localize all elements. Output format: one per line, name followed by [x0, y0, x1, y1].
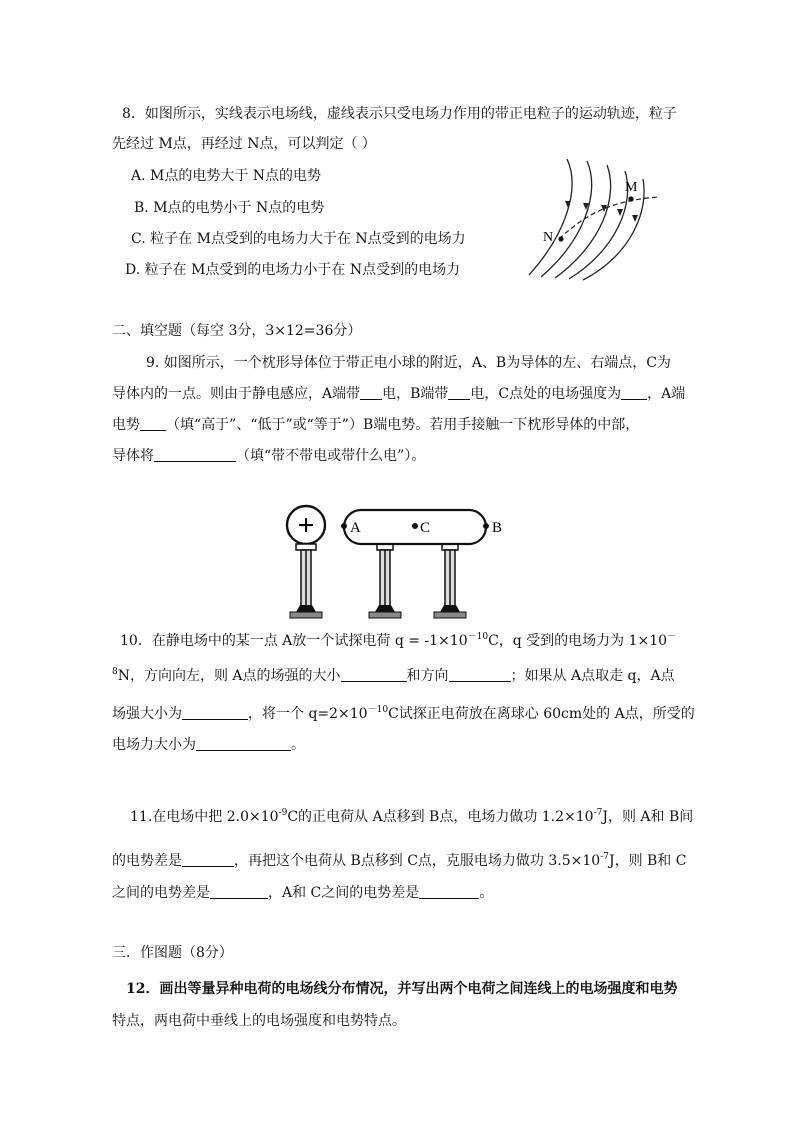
- q9-line3: 电势 （填“高于”、“低于”或“等于”）B端电势。若用手接触一下枕形导体的中部，: [112, 417, 640, 433]
- q8-option-c: C. 粒子在 M点受到的电场力大于在 N点受到的电场力: [131, 231, 466, 247]
- q11-line1: 11.在电场中把 $2.0\times 10^{-9}C$的正电荷从 A点移到 B点，电场力做功 $1.2\times 10^{-7}J$，则 A和 B间: [130, 808, 694, 825]
- field-line: [529, 159, 572, 275]
- q8-option-a: A. M点的电势大于 N点的电势: [131, 168, 322, 184]
- q8-stem-line1: 8．如图所示，实线表示电场线，虚线表示只受电场力作用的带正电粒子的运动轨迹，粒子: [122, 106, 677, 122]
- section2-title: 二、填空题（每空 3分，3×12=36分）: [112, 323, 362, 339]
- stand-2: [369, 544, 401, 618]
- q11-blank-uab[interactable]: [182, 852, 234, 867]
- q12-line1: 12．画出等量异种电荷的电场线分布情况，并写出两个电荷之间连线上的电场强度和电势: [126, 981, 678, 997]
- q9-line1: 9. 如图所示，一个枕形导体位于带正电小球的附近，A、B为导体的左、右端点，C为: [146, 355, 671, 371]
- label-n: N: [543, 230, 554, 245]
- stand-3: [434, 544, 466, 618]
- q11-line2: 的电势差是 ，再把这个电荷从 B点移到 C点，克服电场力做功 $3.5\times 10^{-7}J$，则 B和 C: [112, 852, 687, 869]
- q11-line3: 之间的电势差是 ，A和 C之间的电势差是 。: [112, 885, 494, 901]
- point-m: [628, 196, 633, 201]
- q10-line4: 电场力大小为 。: [112, 737, 305, 753]
- q9-blank-b-charge[interactable]: [448, 385, 470, 400]
- point-n: [558, 236, 563, 241]
- q8-option-d: D. 粒子在 M点受到的电场力小于在 N点受到的电场力: [125, 262, 461, 278]
- q10-blank-force[interactable]: [196, 736, 291, 751]
- point-c: [412, 523, 418, 529]
- field-line: [569, 171, 628, 279]
- label-b: B: [492, 520, 503, 536]
- plus-sign: +: [297, 509, 315, 542]
- stand-1: [290, 550, 322, 618]
- q10-blank-field[interactable]: [182, 705, 248, 720]
- q9-blank-a-charge[interactable]: [360, 385, 382, 400]
- q9-line2: 导体内的一点。则由于静电感应，A端带 电，B端带 电，C点处的电场强度为 ，A端: [112, 386, 686, 402]
- label-a: A: [350, 520, 361, 536]
- section3-title: 三．作图题（8分）: [112, 945, 233, 961]
- q11-blank-ubc[interactable]: [210, 884, 268, 899]
- q10-line2: $^8$N，方向向左，则 A点的场强的大小 和方向 ；如果从 A点取走 q，A点: [112, 667, 675, 684]
- label-m: M: [625, 180, 638, 195]
- q9-line4: 导体将 （填“带不带电或带什么电”）。: [112, 448, 426, 464]
- point-a: [341, 523, 347, 529]
- q9-conductor-figure: [278, 503, 518, 623]
- q9-blank-conductor[interactable]: [154, 447, 236, 462]
- label-c: C: [420, 520, 431, 536]
- q10-blank-magnitude[interactable]: [341, 667, 407, 682]
- q10-line1: 10．在静电场中的某一点 A放一个试探电荷 $q = -1\times 10^{-10}C$，q 受到的电场力为 1×10－: [120, 632, 677, 649]
- q10-line3: 场强大小为 ，将一个 $q=2\times 10^{-10}C$试探正电荷放在离球心 60cm处的 A点，所受的: [112, 705, 695, 722]
- q8-stem-line2: 先经过 M点，再经过 N点，可以判定（ ）: [112, 136, 376, 152]
- point-b: [483, 523, 489, 529]
- q11-blank-uac[interactable]: [419, 884, 479, 899]
- q8-field-lines-figure: [525, 157, 665, 282]
- q9-blank-potential[interactable]: [140, 416, 166, 431]
- q8-option-b: B. M点的电势小于 N点的电势: [134, 200, 325, 216]
- q9-blank-c-field[interactable]: [621, 385, 647, 400]
- q10-blank-direction[interactable]: [449, 667, 511, 682]
- q12-line2: 特点，两电荷中垂线上的电场强度和电势特点。: [112, 1013, 406, 1029]
